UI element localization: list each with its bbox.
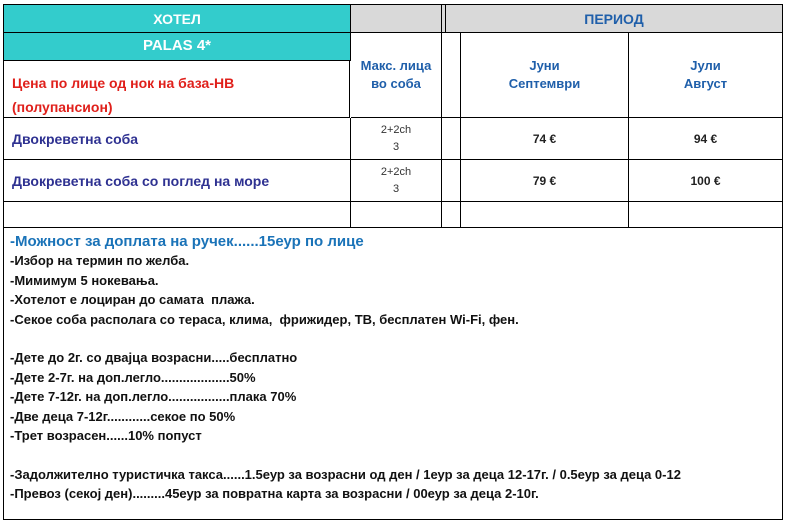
max-persons-header xyxy=(351,33,442,118)
period2-header xyxy=(629,33,782,118)
header-gap xyxy=(442,33,461,118)
note-line: -Секое соба располага со тераса, клима, фрижидер, ТВ, бесплатен Wi-Fi, фен. xyxy=(10,311,519,327)
note-line xyxy=(10,329,782,348)
period1-line2: Септември xyxy=(508,76,581,91)
period-header: ПЕРИОД xyxy=(446,5,782,33)
note-line: -Мимимум 5 нокевања. xyxy=(10,272,159,288)
capacity-line1: 2+2ch xyxy=(380,124,412,136)
header-spacer xyxy=(351,5,442,33)
note-line xyxy=(10,445,782,464)
price-period2: 100 € xyxy=(629,160,782,202)
price-table xyxy=(3,4,783,520)
note-line: -Избор на термин по желба. xyxy=(10,253,190,269)
capacity-line1: 2+2ch xyxy=(380,166,412,178)
note-line: -Превоз (секој ден).........45еур за повратна карта за возрасни / 00еур за деца 2-10г. xyxy=(10,486,539,502)
capacity-line2: 3 xyxy=(392,182,400,195)
note-line: -Дете 7-12г. на доп.легло.................плака 70% xyxy=(10,389,297,405)
room-capacity xyxy=(351,160,442,202)
room-capacity xyxy=(351,118,442,160)
period2-line1: Јули xyxy=(690,58,721,74)
empty-cell xyxy=(461,202,629,228)
hotel-name: PALAS 4* xyxy=(4,33,351,61)
price-note-line1: Цена по лице од нок на база-HB xyxy=(12,75,235,91)
note-line: -Дете до 2г. со двајца возрасни.....бесплатно xyxy=(10,350,298,366)
notes-block xyxy=(4,228,782,519)
note-line: -Можност за доплата на ручек......15еур по лице xyxy=(10,233,364,250)
room-gap xyxy=(442,160,461,202)
note-line: -Задолжително туристичка такса......1.5еур за возрасни од ден / 1еур за деца 12-17г. / 0.5еур за деца 0-12 xyxy=(10,466,681,482)
price-period1: 79 € xyxy=(461,160,629,202)
note-line: -Трет возрасен......10% попуст xyxy=(10,427,202,443)
period2-line2: Август xyxy=(683,76,728,91)
room-name: Двокреветна соба со поглед на море xyxy=(4,160,351,202)
max-persons-line2: во соба xyxy=(371,76,421,91)
room-gap xyxy=(442,118,461,160)
period1-line1: Јуни xyxy=(529,58,560,74)
price-period1: 74 € xyxy=(461,118,629,160)
empty-cell xyxy=(351,202,442,228)
period1-header xyxy=(461,33,629,118)
capacity-line2: 3 xyxy=(392,140,400,153)
empty-cell xyxy=(629,202,782,228)
max-persons-line1: Макс. лица xyxy=(360,58,432,74)
hotel-header: ХОТЕЛ xyxy=(4,5,351,33)
price-period2: 94 € xyxy=(629,118,782,160)
room-name: Двокреветна соба xyxy=(4,118,351,160)
note-line: -Две деца 7-12г............секое по 50% xyxy=(10,408,236,424)
note-line: -Хотелот е лоциран до самата плажа. xyxy=(10,292,255,308)
empty-cell xyxy=(442,202,461,228)
price-note-line2: (полупансион) xyxy=(12,99,113,115)
empty-cell xyxy=(4,202,351,228)
price-note xyxy=(4,61,350,118)
note-line: -Дете 2-7г. на доп.легло...................50% xyxy=(10,369,256,385)
